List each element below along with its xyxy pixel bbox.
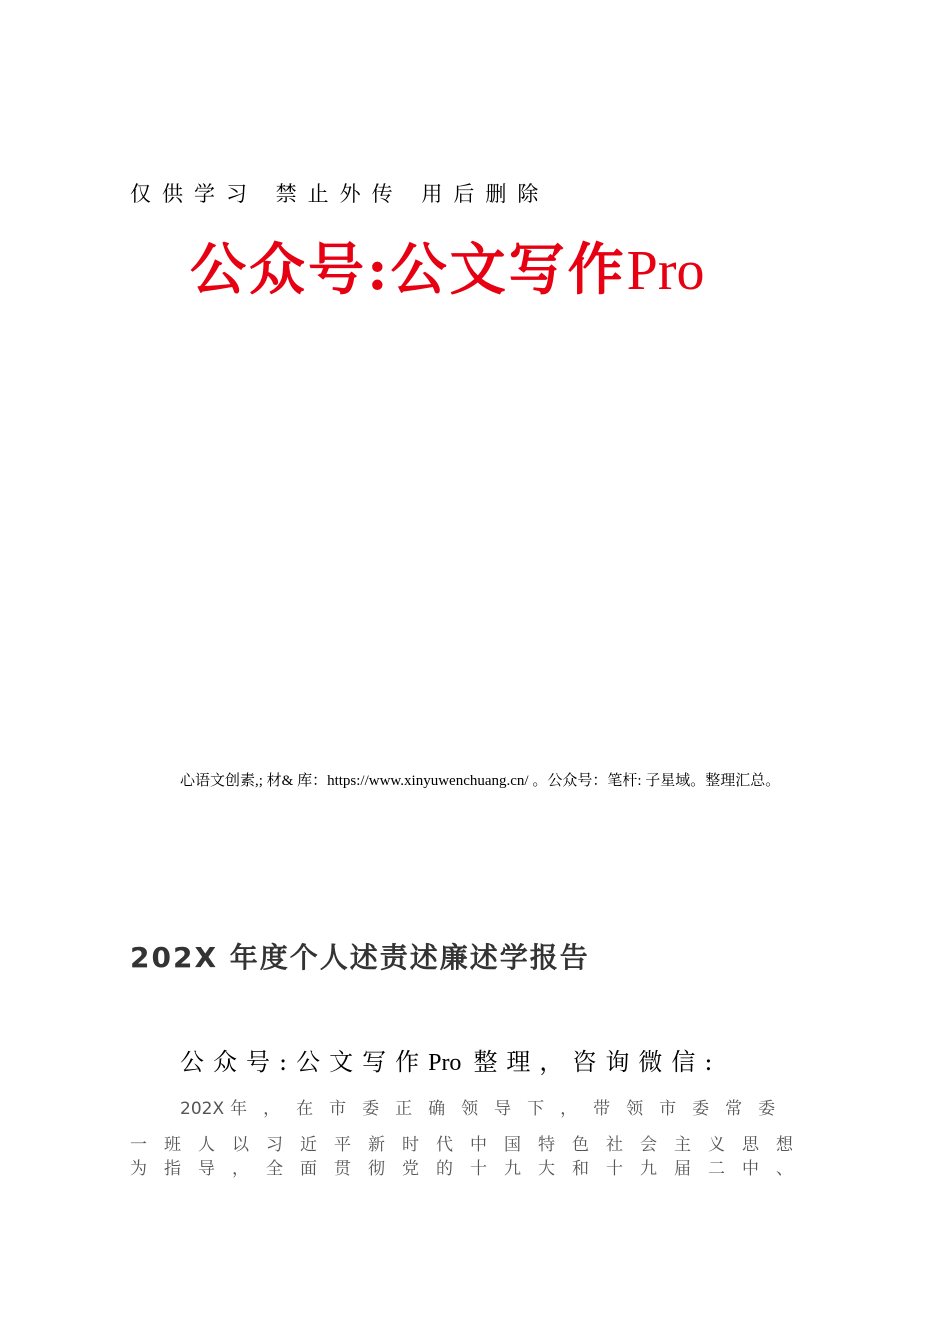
subtitle-prefix: 公众号:公文写作: [180, 1048, 429, 1076]
body-line-1: [180, 1094, 791, 1119]
brand-pro: Pro: [626, 240, 705, 302]
body-line-1-year: 202X: [180, 1099, 225, 1119]
body-line-3: 为指导，全面贯彻党的十九大和十九届二中、: [130, 1159, 810, 1179]
document-title: 202X 年度个人述责述廉述学报告: [130, 941, 590, 974]
source-note: [130, 770, 832, 793]
subtitle-pro: Pro: [428, 1050, 462, 1076]
usage-notice: 仅供学习 禁止外传 用后删除: [130, 182, 550, 206]
source-note-text: 心语文创素,; 材& 库：https://www.xinyuwenchuang.cn/ 。公众号：笔杆: 子星域。整理汇总。: [180, 773, 781, 789]
subtitle-suffix: 整理，咨询微信:: [473, 1048, 722, 1076]
body-line-1-text: 年，在市委正确领导下，带领市委常委: [230, 1099, 792, 1119]
brand-text: 公众号:公文写作: [190, 237, 627, 303]
document-subtitle: [180, 1042, 722, 1077]
brand-banner: [190, 226, 704, 306]
body-line-2: 一班人以习近平新时代中国特色社会主义思想: [130, 1135, 810, 1155]
